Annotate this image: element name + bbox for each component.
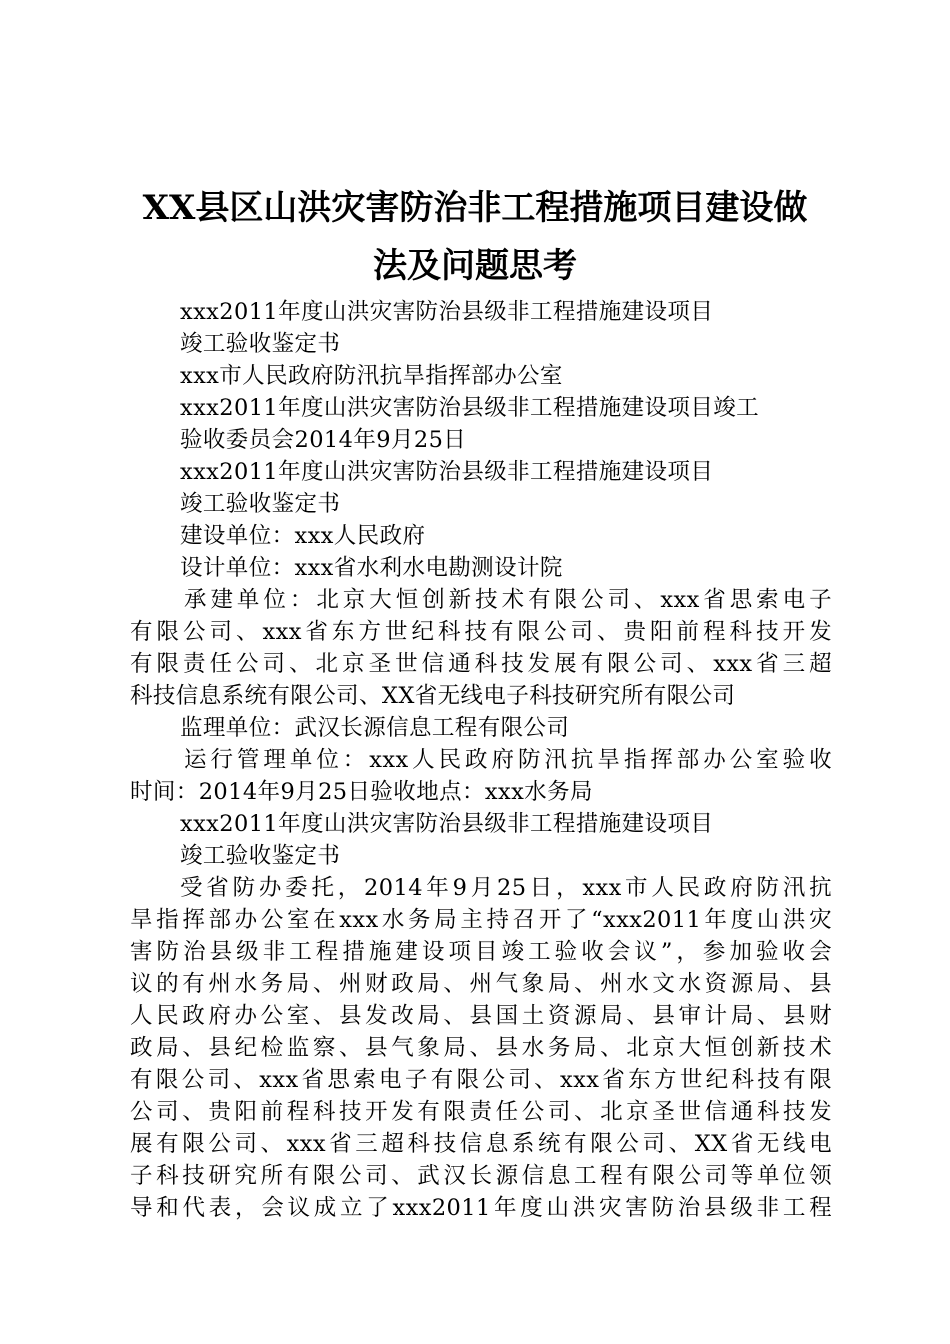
text-line: 子科技研究所有限公司、武汉长源信息工程有限公司等单位领 <box>130 1163 832 1189</box>
text-line: 政局、县纪检监察、县气象局、县水务局、北京大恒创新技术 <box>130 1035 832 1061</box>
text-line: 有限公司、xxx省东方世纪科技有限公司、贵阳前程科技开发 <box>130 619 832 645</box>
document-body <box>130 296 832 1224</box>
text-line: 害防治县级非工程措施建设项目竣工验收会议”，参加验收会 <box>130 939 832 965</box>
text-line: 有限责任公司、北京圣世信通科技发展有限公司、xxx省三超 <box>130 651 832 677</box>
text-line: 竣工验收鉴定书 <box>180 843 341 869</box>
document-title-line-2: 法及问题思考 <box>373 246 577 286</box>
text-line: 设计单位：xxx省水利水电勘测设计院 <box>180 555 563 581</box>
text-line: 竣工验收鉴定书 <box>180 491 341 517</box>
text-line: 议的有州水务局、州财政局、州气象局、州水文水资源局、县 <box>130 971 832 997</box>
text-line: xxx2011年度山洪灾害防治县级非工程措施建设项目 <box>180 299 714 325</box>
text-line: 时间：2014年9月25日验收地点：xxx水务局 <box>130 779 593 805</box>
text-line: 旱指挥部办公室在xxx水务局主持召开了“xxx2011年度山洪灾 <box>130 907 832 933</box>
text-line: 建设单位：xxx人民政府 <box>180 523 426 549</box>
text-line: 展有限公司、xxx省三超科技信息系统有限公司、XX省无线电 <box>130 1131 832 1157</box>
text-line: 人民政府办公室、县发改局、县国土资源局、县审计局、县财 <box>130 1003 832 1029</box>
text-line: 竣工验收鉴定书 <box>180 331 341 357</box>
text-line: 有限公司、xxx省思索电子有限公司、xxx省东方世纪科技有限 <box>130 1067 832 1093</box>
text-line: 导和代表，会议成立了xxx2011年度山洪灾害防治县级非工程 <box>130 1195 832 1221</box>
text-line: 承建单位：北京大恒创新技术有限公司、xxx省思索电子 <box>184 587 832 613</box>
text-line: xxx市人民政府防汛抗旱指挥部办公室 <box>180 363 563 389</box>
text-line: 科技信息系统有限公司、XX省无线电子科技研究所有限公司 <box>130 683 736 709</box>
text-line: 受省防办委托，2014年9月25日，xxx市人民政府防汛抗 <box>180 875 832 901</box>
text-line: 运行管理单位：xxx人民政府防汛抗旱指挥部办公室验收 <box>184 747 832 773</box>
text-line: xxx2011年度山洪灾害防治县级非工程措施建设项目 <box>180 459 714 485</box>
document-title-line-1: XX县区山洪灾害防治非工程措施项目建设做 <box>142 188 808 228</box>
text-line: 公司、贵阳前程科技开发有限责任公司、北京圣世信通科技发 <box>130 1099 832 1125</box>
text-line: 验收委员会2014年9月25日 <box>180 427 467 453</box>
text-line: xxx2011年度山洪灾害防治县级非工程措施建设项目 <box>180 811 714 837</box>
text-line: 监理单位：武汉长源信息工程有限公司 <box>180 715 570 741</box>
text-line: xxx2011年度山洪灾害防治县级非工程措施建设项目竣工 <box>180 395 760 421</box>
